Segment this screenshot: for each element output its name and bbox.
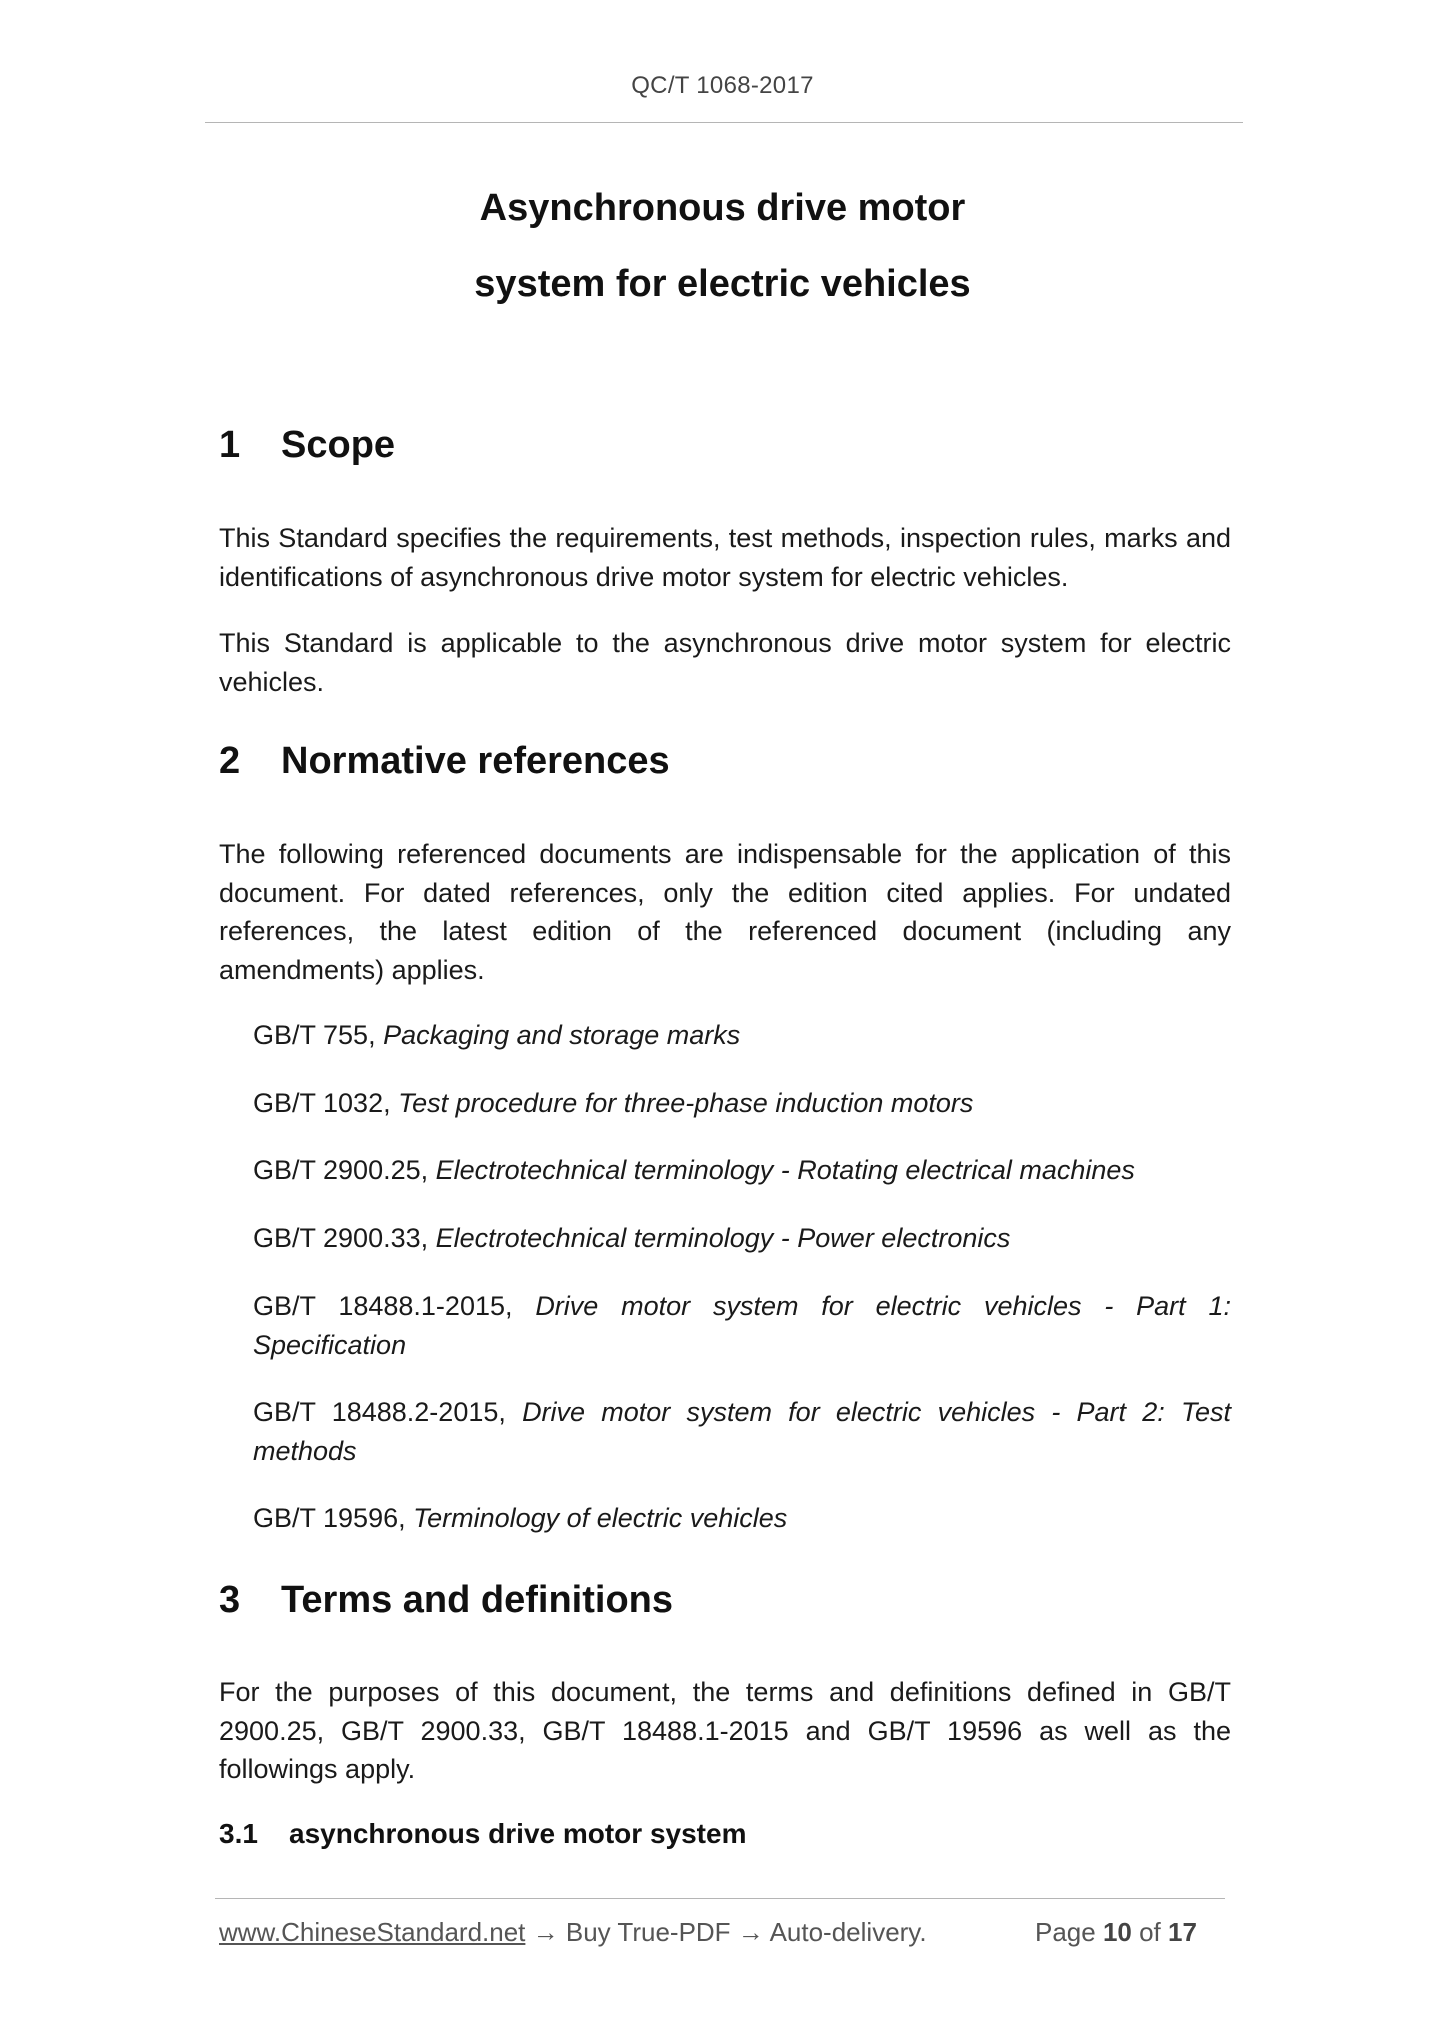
reference-code: GB/T 2900.25,	[253, 1155, 436, 1185]
normative-references-paragraph: The following referenced documents are indispensable for the application of this document. For dated references, only the edition cited applies. For undated references, the latest edition of the referenced document (including any amendments) applies.	[219, 839, 1231, 985]
header-divider	[205, 122, 1243, 123]
section-title: Normative references	[281, 740, 670, 782]
reference-code: GB/T 18488.2-2015,	[253, 1397, 523, 1427]
page-of-label: of	[1131, 1917, 1169, 1947]
page-footer	[219, 1917, 1219, 1948]
document-title-line-2: system for electric vehicles	[474, 263, 971, 305]
reference-item	[253, 1151, 1231, 1190]
reference-code: GB/T 755,	[253, 1020, 384, 1050]
document-title-line-1: Asynchronous drive motor	[479, 187, 966, 229]
section-title: Terms and definitions	[281, 1579, 674, 1621]
subsection-heading	[219, 1818, 746, 1850]
website-link[interactable]: www.ChineseStandard.net	[219, 1917, 526, 1947]
section-title: Scope	[281, 424, 396, 466]
reference-code: GB/T 18488.1-2015,	[253, 1291, 536, 1321]
section-number: 2	[219, 740, 241, 782]
reference-item	[253, 1287, 1231, 1364]
reference-code: GB/T 2900.33,	[253, 1223, 436, 1253]
document-title	[0, 170, 1445, 322]
reference-code: GB/T 19596,	[253, 1503, 414, 1533]
current-page-number: 10	[1102, 1917, 1132, 1947]
reference-item	[253, 1499, 1231, 1538]
reference-code: GB/T 1032,	[253, 1088, 399, 1118]
reference-title: Test procedure for three-phase induction motors	[398, 1088, 974, 1118]
reference-title: Packaging and storage marks	[383, 1020, 741, 1050]
standard-code-header: QC/T 1068-2017	[631, 72, 814, 99]
subsection-number: 3.1	[219, 1818, 258, 1849]
section-heading-terms-and-definitions	[219, 1579, 673, 1622]
section-number: 1	[219, 424, 241, 466]
footer-divider	[215, 1898, 1225, 1899]
total-pages-number: 17	[1168, 1917, 1197, 1947]
reference-title: Drive motor system for electric vehicles - Part 2: Test methods	[253, 1397, 1231, 1466]
section-heading-normative-references	[219, 740, 670, 783]
reference-item	[253, 1219, 1231, 1258]
reference-title: Drive motor system for electric vehicles - Part 1: Specification	[253, 1291, 1231, 1360]
page-label: Page	[1035, 1917, 1103, 1947]
subsection-title: asynchronous drive motor system	[289, 1818, 747, 1849]
scope-paragraph-1: This Standard specifies the requirements, test methods, inspection rules, marks and identifications of asynchronous drive motor system for electric vehicles.	[219, 523, 1231, 592]
reference-item	[253, 1016, 1231, 1055]
terms-definitions-paragraph: For the purposes of this document, the terms and definitions defined in GB/T 2900.25, GB/T 2900.33, GB/T 18488.1-2015 and GB/T 19596 as well as the followings apply.	[219, 1677, 1231, 1784]
reference-title: Terminology of electric vehicles	[413, 1503, 788, 1533]
page-indicator	[1035, 1917, 1197, 1948]
reference-item	[253, 1084, 1231, 1123]
reference-item	[253, 1393, 1231, 1470]
footer-tagline: → Buy True-PDF → Auto-delivery.	[525, 1917, 927, 1947]
reference-title: Electrotechnical terminology - Rotating electrical machines	[435, 1155, 1135, 1185]
section-number: 3	[219, 1579, 241, 1621]
reference-title: Electrotechnical terminology - Power electronics	[435, 1223, 1011, 1253]
section-heading-scope	[219, 424, 395, 467]
scope-paragraph-2: This Standard is applicable to the asynchronous drive motor system for electric vehicles.	[219, 628, 1231, 697]
